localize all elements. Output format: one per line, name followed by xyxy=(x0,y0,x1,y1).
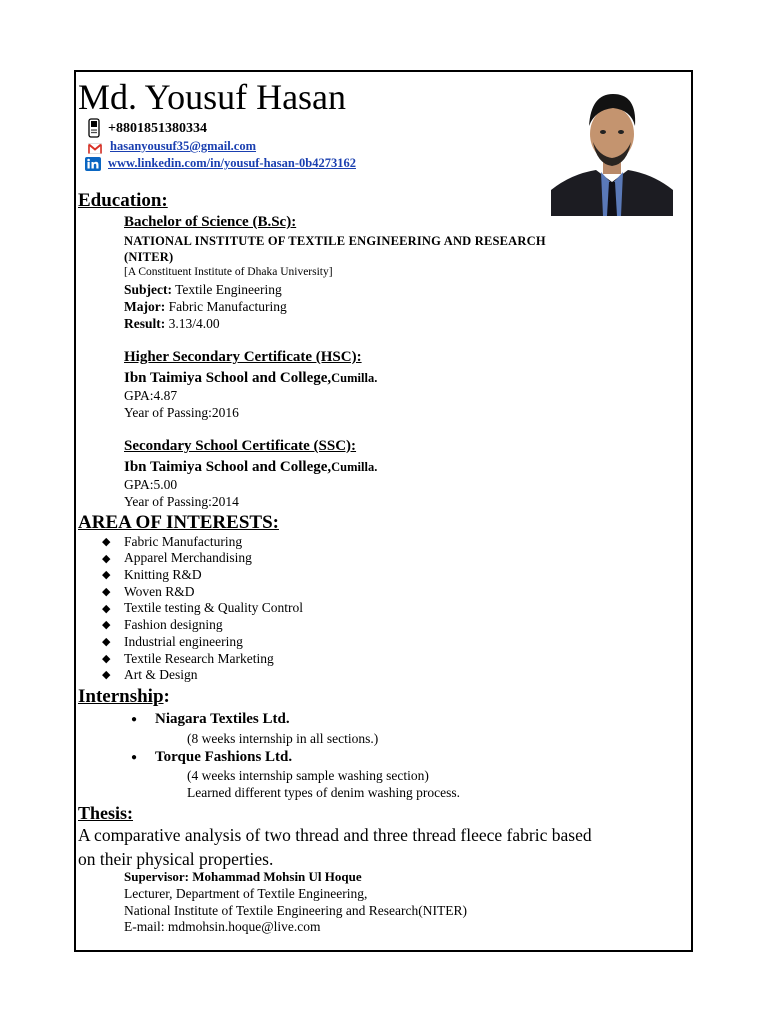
ssc-school: Ibn Taimiya School and College,Cumilla. xyxy=(124,459,378,475)
hsc-gpa: GPA:4.87 xyxy=(124,388,178,403)
round-bullet-icon: ● xyxy=(131,714,138,725)
interest-item: Industrial engineering xyxy=(124,634,243,649)
internship-detail: (8 weeks internship in all sections.) xyxy=(187,731,379,746)
candidate-name: Md. Yousuf Hasan xyxy=(78,77,347,117)
diamond-bullet-icon: ◆ xyxy=(102,669,111,681)
interest-item: Fashion designing xyxy=(124,617,223,632)
diamond-bullet-icon: ◆ xyxy=(102,636,111,648)
interest-item: Art & Design xyxy=(124,667,198,682)
linkedin-icon xyxy=(85,157,99,171)
profile-photo xyxy=(551,82,673,216)
diamond-bullet-icon: ◆ xyxy=(102,603,111,615)
round-bullet-icon: ● xyxy=(131,752,138,763)
diamond-bullet-icon: ◆ xyxy=(102,536,111,548)
thesis-supervisor: Supervisor: Mohammad Mohsin Ul Hoque xyxy=(124,869,362,884)
supervisor-institute: National Institute of Textile Engineering and Research(NITER) xyxy=(124,903,467,918)
bsc-institute-abbr: (NITER) xyxy=(124,250,174,264)
interest-item: Apparel Merchandising xyxy=(124,550,252,565)
thesis-title-line-1: A comparative analysis of two thread and three thread fleece fabric based xyxy=(78,825,592,845)
internship-detail: (4 weeks internship sample washing section) xyxy=(187,768,429,783)
interests-heading: AREA OF INTERESTS: xyxy=(78,512,279,533)
internship-detail: Learned different types of denim washing process. xyxy=(187,785,461,800)
hsc-title: Higher Secondary Certificate (HSC): xyxy=(124,349,362,365)
supervisor-email: E-mail: mdmohsin.hoque@live.com xyxy=(124,919,321,934)
bsc-result: Result: 3.13/4.00 xyxy=(124,316,220,331)
phone-number: +8801851380334 xyxy=(108,121,207,136)
diamond-bullet-icon: ◆ xyxy=(102,586,111,598)
interest-item: Woven R&D xyxy=(124,584,195,599)
diamond-bullet-icon: ◆ xyxy=(102,619,111,631)
diamond-bullet-icon: ◆ xyxy=(102,653,111,665)
interest-item: Fabric Manufacturing xyxy=(124,534,243,549)
bsc-title: Bachelor of Science (B.Sc): xyxy=(124,214,297,230)
diamond-bullet-icon: ◆ xyxy=(102,553,111,565)
education-heading: Education: xyxy=(78,190,168,211)
hsc-year: Year of Passing:2016 xyxy=(124,405,239,420)
thesis-title-line-2: on their physical properties. xyxy=(78,849,274,869)
bsc-major: Major: Fabric Manufacturing xyxy=(124,299,287,314)
bsc-subject: Subject: Textile Engineering xyxy=(124,282,282,297)
bsc-institute-note: [A Constituent Institute of Dhaka University] xyxy=(124,266,333,278)
supervisor-role: Lecturer, Department of Textile Engineering, xyxy=(124,886,368,901)
internship-company: Niagara Textiles Ltd. xyxy=(155,711,290,727)
ssc-year: Year of Passing:2014 xyxy=(124,494,239,509)
gmail-icon xyxy=(88,141,102,155)
interest-item: Textile Research Marketing xyxy=(124,651,274,666)
mobile-phone-icon xyxy=(88,118,102,132)
interest-item: Textile testing & Quality Control xyxy=(124,600,304,615)
internship-heading: Internship: xyxy=(78,686,170,707)
bsc-institute: NATIONAL INSTITUTE OF TEXTILE ENGINEERING AND RESEARCH xyxy=(124,234,546,248)
internship-company: Torque Fashions Ltd. xyxy=(155,749,293,765)
interest-item: Knitting R&D xyxy=(124,567,202,582)
ssc-gpa: GPA:5.00 xyxy=(124,477,178,492)
linkedin-link[interactable]: www.linkedin.com/in/yousuf-hasan-0b4273162 xyxy=(108,156,356,170)
email-link[interactable]: hasanyousuf35@gmail.com xyxy=(110,139,257,153)
ssc-title: Secondary School Certificate (SSC): xyxy=(124,438,357,454)
hsc-school: Ibn Taimiya School and College,Cumilla. xyxy=(124,370,378,386)
diamond-bullet-icon: ◆ xyxy=(102,569,111,581)
thesis-heading: Thesis: xyxy=(78,803,134,823)
